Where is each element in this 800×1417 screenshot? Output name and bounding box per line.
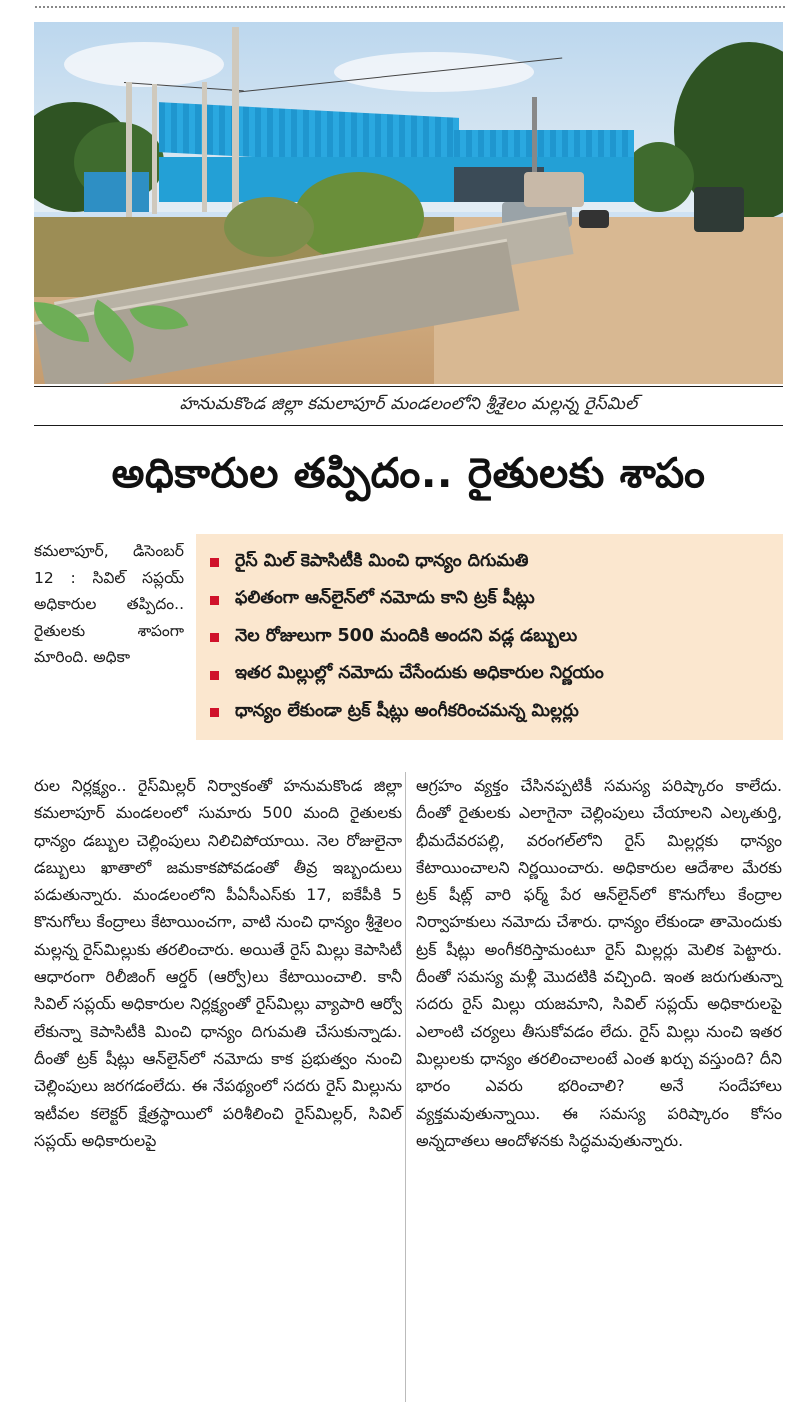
bullet-square-icon <box>210 596 219 605</box>
highlight-item <box>210 619 771 657</box>
photo-tree <box>624 142 694 212</box>
photo-tractor <box>694 187 744 232</box>
bullet-square-icon <box>210 671 219 680</box>
highlight-text: ఇతర మిల్లుల్లో నమోదు చేసేందుకు అధికారుల నిర్ణయం <box>235 663 604 684</box>
bullet-square-icon <box>210 633 219 642</box>
body-paragraph: ఆగ్రహం వ్యక్తం చేసినప్పటికీ సమస్య పరిష్కారం కాలేదు. దీంతో రైతులకు ఎలాగైనా చెల్లింపులు చేయాలని ఎల్కతుర్తి, భీమదేవరపల్లి, వరంగల్‌లోని రైస్ మిల్లర్లకు ధాన్యం కేటాయించాలని నిర్ణయించారు. అధికారుల ఆదేశాల మేరకు ట్రక్ షీట్ల్ వారి ఫర్మ్ పేర ఆన్‌లైన్‌లో కొనుగోలు కేంద్రాల నిర్వాహకులు నమోదు చేశారు. ధాన్యం లేకుండా తామెందుకు ట్రక్ షీట్లు అంగీకరిస్తామంటూ రైస్ మిల్లర్లు మెలిక పెట్టారు. దీంతో సమస్య మళ్లీ మొదటికి వచ్చింది. ఇంత జరుగుతున్నా సదరు రైస్ మిల్లు యజమాని, సివిల్ సప్లయ్ అధికారులపై ఎలాంటి చర్యలు తీసుకోవడం లేదు. రైస్ మిల్లు నుంచి ఇతర మిల్లులకు ధాన్యం తరలించాలంటే ఎంత ఖర్చు వస్తుంది? దీని భారం ఎవరు భరించాలి? అనే సందేహాలు వ్యక్తమవుతున్నాయి. ఈ సమస్య పరిష్కారం కోసం అన్నదాతలు ఆందోళనకు సిద్ధమవుతున్నారు. <box>416 776 782 1150</box>
highlight-item <box>210 582 771 620</box>
photo-pole <box>152 84 157 214</box>
body-column-left <box>34 772 402 1154</box>
photo-pole <box>126 82 132 217</box>
dateline-intro: కమలాపూర్, డిసెంబర్ 12 : సివిల్ సప్లయ్ అధికారుల తప్పిదం.. రైతులకు శాపంగా మారింది. అధికా <box>34 542 184 666</box>
photo-truck <box>524 172 584 207</box>
headline: అధికారుల తప్పిదం.. రైతులకు శాపం <box>111 449 706 497</box>
photo-cloud <box>64 42 224 87</box>
highlights-box <box>196 534 783 740</box>
bullet-square-icon <box>210 708 219 717</box>
body-paragraph: రుల నిర్లక్ష్యం.. రైస్‌మిల్లర్ నిర్వాకంతో హనుమకొండ జిల్లా కమలాపూర్ మండలంలో సుమారు 500 మంది రైతులకు ధాన్యం డబ్బుల చెల్లింపులు నిలిచిపోయాయి. నెల రోజులైనా డబ్బులు ఖాతాలో జమకాకపోవడంతో తీవ్ర ఇబ్బందులు పడుతున్నారు. మండలంలోని పీఏసీఎస్‌కు 17, ఐకేపీకి 5 కొనుగోలు కేంద్రాలు కేటాయించగా, వాటి నుంచి ధాన్యం శ్రీశైలం మల్లన్న రైస్‌మిల్లుకు తరలించారు. అయితే రైస్ మిల్లు కెపాసిటీ ఆధారంగా రిలీజింగ్ ఆర్డర్ (ఆర్వో)లు కేటాయించాలి. కానీ సివిల్ సప్లయ్ అధికారుల నిర్లక్ష్యంతో రైస్‌మిల్లు వ్యాపారి ఆర్వో లేకున్నా కెపాసిటీకి మించి ధాన్యం దిగుమతి చేసుకున్నాడు. దీంతో ట్రక్ షీట్లు ఆన్‌లైన్‌లో నమోదు కాక ప్రభుత్వం నుంచి చెల్లింపులు జరగడంలేదు. ఈ నేపథ్యంలో సదరు రైస్ మిల్లును ఇటీవల కలెక్టర్ క్షేత్రస్థాయిలో పరిశీలించి రైస్‌మిల్లర్, సివిల్ సప్లయ్ అధికారులపై <box>34 776 402 1150</box>
highlight-text: ఫలితంగా ఆన్‌లైన్‌లో నమోదు కాని ట్రక్ షీట్లు <box>235 588 535 609</box>
photo-small-shed <box>84 172 149 212</box>
highlight-item <box>210 657 771 695</box>
highlight-text: రైస్ మిల్ కెపాసిటీకి మించి ధాన్యం దిగుమతి <box>235 550 529 571</box>
highlight-item <box>210 544 771 582</box>
column-divider <box>405 772 406 1402</box>
photo-pole <box>202 82 207 212</box>
body-column-right <box>416 772 782 1154</box>
photo-motorbike <box>579 210 609 228</box>
bullet-square-icon <box>210 558 219 567</box>
rice-mill-photo <box>34 22 783 384</box>
highlight-text: నెల రోజులుగా 500 మందికి అందని వడ్ల డబ్బులు <box>235 625 578 646</box>
highlight-item <box>210 694 771 732</box>
photo-caption: హనుమకొండ జిల్లా కమలాపూర్ మండలంలోని శ్రీశైలం మల్లన్న రైస్‌మిల్ <box>34 386 783 426</box>
top-dotted-rule <box>35 6 785 8</box>
photo-bush <box>224 197 314 257</box>
photo-cloud <box>334 52 534 92</box>
highlight-text: ధాన్యం లేకుండా ట్రక్ షీట్లు అంగీకరించమన్న మిల్లర్లు <box>235 700 579 721</box>
